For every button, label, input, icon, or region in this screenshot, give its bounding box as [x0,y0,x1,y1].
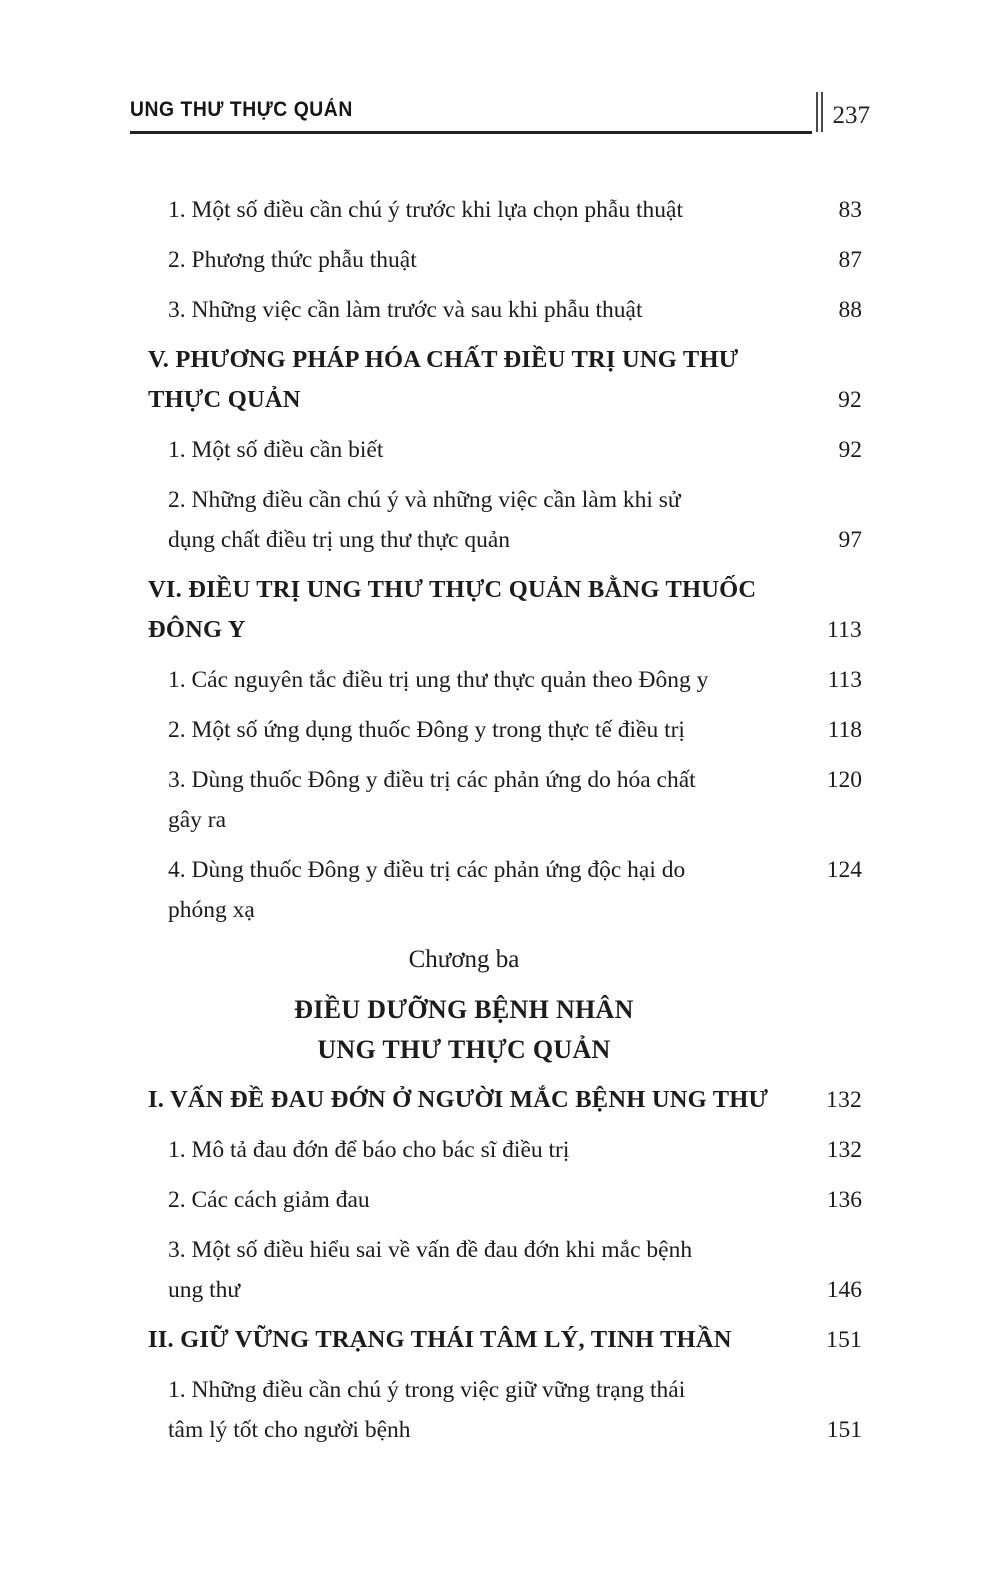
toc-entry [130,1130,862,1170]
toc-entry-page: 92 [838,437,862,463]
toc-entry-text: 2. Phương thức phẫu thuật [168,247,417,273]
toc-entry-line [168,190,862,230]
toc-entry [130,660,862,700]
toc-entry-text: tâm lý tốt cho người bệnh [168,1417,411,1443]
toc-entry [130,570,862,650]
toc-entry-line [148,1080,862,1120]
toc-entry [130,850,862,930]
toc-entry-text: 3. Những việc cần làm trước và sau khi phẫu thuật [168,297,643,323]
chapter-heading-line [130,1030,862,1070]
toc-entry-line [168,480,862,520]
toc-entry-text: VI. ĐIỀU TRỊ UNG THƯ THỰC QUẢN BẰNG THUỐC [148,576,757,603]
toc-entry [130,1320,862,1360]
toc-entry-line [148,610,862,650]
toc-entry-page: 87 [838,247,862,273]
toc-entry-text: 2. Những điều cần chú ý và những việc cần làm khi sử [168,487,681,513]
toc-entry-line [168,1180,862,1220]
toc-entry [130,1080,862,1120]
toc-entry [130,710,862,750]
chapter-heading [130,990,862,1070]
running-header-title: UNG THƯ THỰC QUẢN [130,98,353,121]
toc-entry-page: 113 [827,617,862,643]
toc-entry-line [168,890,862,930]
toc-entry-line [168,520,862,560]
toc-entry-line [168,430,862,470]
toc-entry-text: 3. Dùng thuốc Đông y điều trị các phản ứng do hóa chất [168,767,696,793]
toc-entry-line [168,1270,862,1310]
page-number: 237 [832,102,870,129]
toc-entry-text: V. PHƯƠNG PHÁP HÓA CHẤT ĐIỀU TRỊ UNG THƯ [148,346,739,373]
toc-entry-text: 1. Những điều cần chú ý trong việc giữ vững trạng thái [168,1377,686,1403]
toc-entry-text: 3. Một số điều hiểu sai về vấn đề đau đớn khi mắc bệnh [168,1237,693,1263]
toc-entry-page: 113 [827,667,862,693]
toc-entry-line [168,240,862,280]
toc-entry-line [168,710,862,750]
toc-entry-page: 97 [838,527,862,553]
toc-entry-page: 132 [826,1137,862,1163]
toc-entry-page: 151 [826,1327,862,1353]
toc-entry-line [168,290,862,330]
toc-entry-text: gây ra [168,807,227,833]
toc-entry-page: 92 [838,387,862,413]
toc-entry [130,480,862,560]
toc-entry-line [148,1320,862,1360]
toc-entry-line [168,660,862,700]
toc-entry-text: THỰC QUẢN [148,386,301,413]
toc-entry-text: ĐÔNG Y [148,616,246,643]
toc-entry [130,190,862,230]
toc-entry-text: dụng chất điều trị ung thư thực quản [168,527,511,553]
toc-entry [130,1370,862,1450]
toc-entry [130,240,862,280]
toc-entry-text: I. VẤN ĐỀ ĐAU ĐỚN Ở NGƯỜI MẮC BỆNH UNG THƯ [148,1086,769,1113]
toc-entry-line [168,760,862,800]
toc-entry-line [168,850,862,890]
header-rule [130,131,812,134]
toc-entry-page: 83 [838,197,862,223]
toc-entry [130,1180,862,1220]
chapter-heading-text: UNG THƯ THỰC QUẢN [317,1035,611,1064]
chapter-heading-line [130,940,862,980]
chapter-heading-text: Chương ba [408,946,520,973]
toc-entry-line [148,380,862,420]
toc-list [130,190,862,1460]
toc-entry-line [148,340,862,380]
toc-entry-line [168,1130,862,1170]
toc-entry-text: 2. Các cách giảm đau [168,1187,370,1213]
toc-entry-text: ung thư [168,1277,241,1303]
toc-entry [130,290,862,330]
chapter-heading-line [130,990,862,1030]
toc-entry [130,340,862,420]
toc-entry-page: 88 [838,297,862,323]
toc-entry-page: 120 [826,767,862,793]
toc-entry-page: 118 [827,717,862,743]
page-header [130,98,870,142]
toc-entry-page: 146 [826,1277,862,1303]
toc-entry [130,1230,862,1310]
toc-entry-line [168,1370,862,1410]
toc-entry-text: phóng xạ [168,897,255,923]
toc-entry-line [148,570,862,610]
toc-entry-page: 151 [826,1417,862,1443]
chapter-heading [130,940,862,980]
toc-entry-page: 124 [826,857,862,883]
toc-entry-line [168,1230,862,1270]
toc-entry-text: 1. Một số điều cần chú ý trước khi lựa chọn phẫu thuật [168,197,683,223]
toc-entry-text: II. GIỮ VỮNG TRẠNG THÁI TÂM LÝ, TINH THẦN [148,1326,732,1353]
toc-entry-text: 1. Các nguyên tắc điều trị ung thư thực quản theo Đông y [168,667,709,693]
toc-entry-text: 1. Mô tả đau đớn để báo cho bác sĩ điều trị [168,1137,570,1163]
toc-entry-text: 4. Dùng thuốc Đông y điều trị các phản ứng độc hại do [168,857,686,883]
toc-entry-text: 1. Một số điều cần biết [168,437,384,463]
toc-entry-line [168,1410,862,1450]
toc-entry [130,760,862,840]
chapter-heading-text: ĐIỀU DƯỠNG BỆNH NHÂN [294,995,634,1024]
page-number-ornament [816,92,826,132]
toc-entry [130,430,862,470]
toc-entry-page: 132 [826,1087,862,1113]
toc-entry-page: 136 [826,1187,862,1213]
toc-entry-line [168,800,862,840]
toc-entry-text: 2. Một số ứng dụng thuốc Đông y trong thực tế điều trị [168,717,685,743]
